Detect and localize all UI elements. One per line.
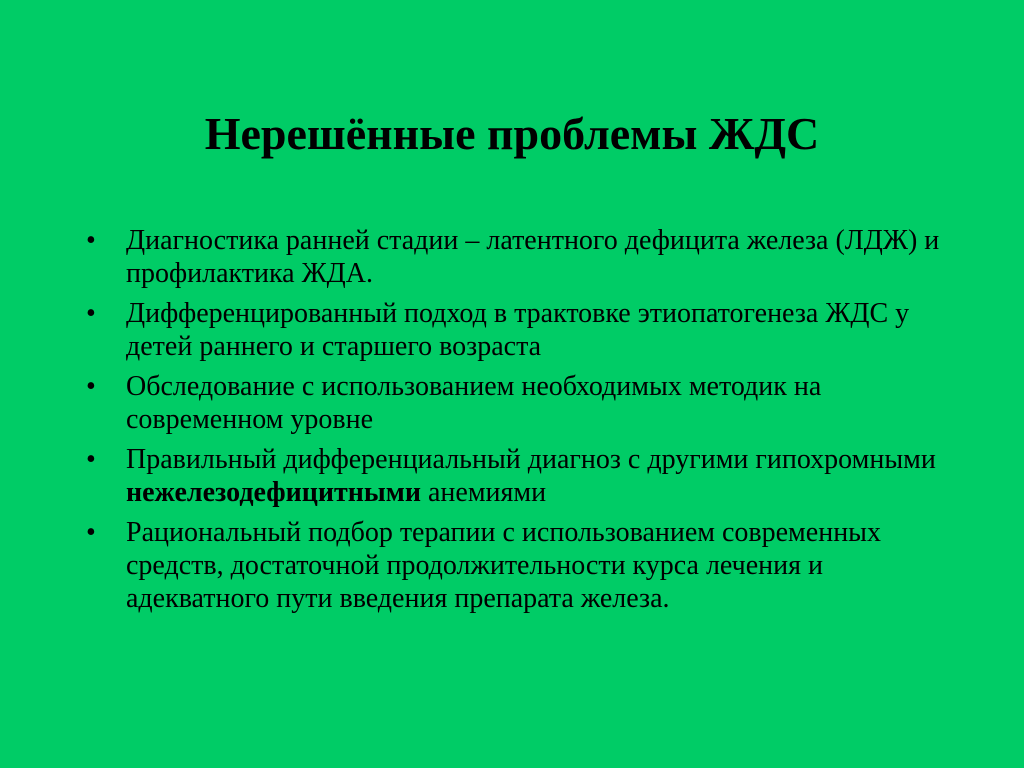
bullet-text: Диагностика ранней стадии – латентного дефицита железа (ЛДЖ) и профилактика ЖДА.	[126, 225, 940, 289]
bullet-item	[86, 443, 946, 509]
bullet-item	[86, 516, 946, 615]
bullet-text: Обследование с использованием необходимых методик на современном уровне	[126, 371, 822, 435]
bullet-dot-icon: •	[86, 371, 96, 402]
bullet-text-bold: нежелезодефицитными	[126, 477, 421, 508]
bullet-list	[86, 224, 946, 622]
bullet-dot-icon: •	[86, 298, 96, 329]
bullet-dot-icon: •	[86, 225, 96, 256]
bullet-dot-icon: •	[86, 517, 96, 548]
bullet-text: Дифференцированный подход в трактовке этиопатогенеза ЖДС у детей раннего и старшего возраста	[126, 298, 910, 362]
slide-title: Нерешённые проблемы ЖДС	[204, 108, 820, 159]
bullet-item	[86, 224, 946, 290]
bullet-text-before: Правильный дифференциальный диагноз с другими гипохромными	[126, 444, 936, 475]
bullet-dot-icon: •	[86, 444, 96, 475]
bullet-item	[86, 370, 946, 436]
bullet-text-after: анемиями	[421, 477, 547, 508]
bullet-item	[86, 297, 946, 363]
bullet-text: Рациональный подбор терапии с использованием современных средств, достаточной продолжительности курса лечения и адекватного пути введения препарата железа.	[126, 517, 881, 614]
